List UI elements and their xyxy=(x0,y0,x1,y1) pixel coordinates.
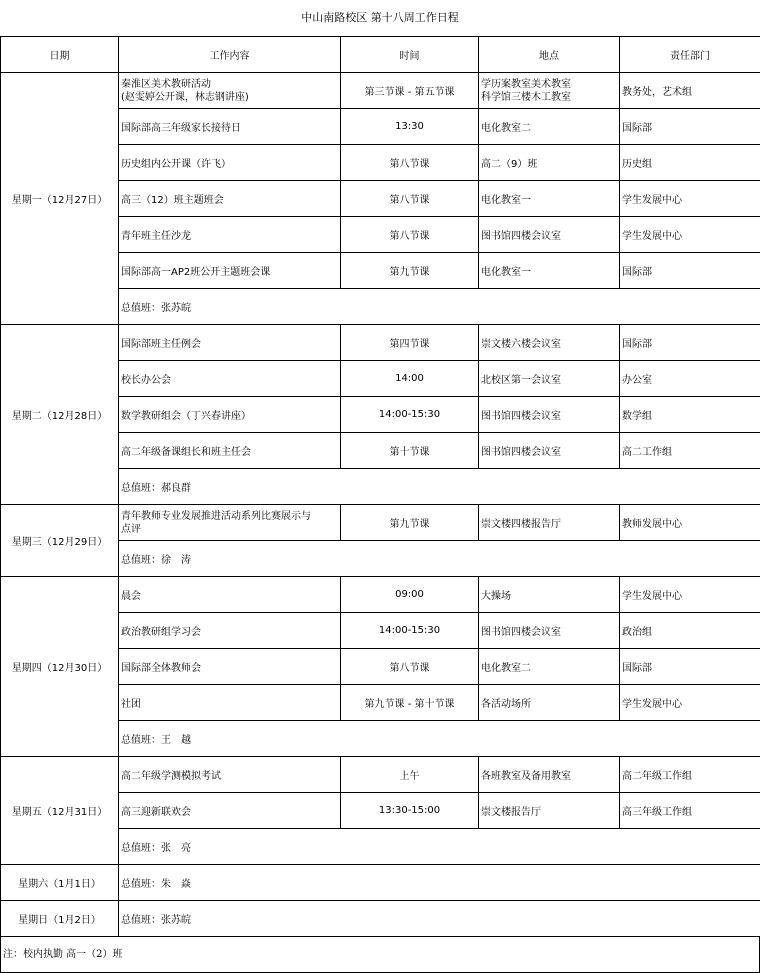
work-content: 政治教研组学习会 xyxy=(119,613,341,649)
work-content: 国际部全体教师会 xyxy=(119,649,341,685)
footnote: 注：校内执勤 高一（2）班 xyxy=(0,937,760,973)
day-label: 星期日（1月2日） xyxy=(1,901,119,937)
work-place: 电化教室二 xyxy=(479,649,620,685)
duty-row xyxy=(1,901,760,937)
work-place: 图书馆四楼会议室 xyxy=(479,397,620,433)
work-time: 第四节课 xyxy=(341,325,479,361)
work-place: 北校区第一会议室 xyxy=(479,361,620,397)
work-dept: 国际部 xyxy=(620,649,760,685)
work-place: 电化教室一 xyxy=(479,181,620,217)
header-time: 时间 xyxy=(341,37,479,73)
table-row xyxy=(1,757,760,793)
duty-officer: 总值班：张苏皖 xyxy=(119,901,760,937)
schedule-body xyxy=(1,73,760,937)
work-time: 13:30 xyxy=(341,109,479,145)
work-content: 国际部高一AP2班公开主题班会课 xyxy=(119,253,341,289)
work-dept: 国际部 xyxy=(620,253,760,289)
work-content: 高三迎新联欢会 xyxy=(119,793,341,829)
work-dept: 数学组 xyxy=(620,397,760,433)
work-place: 图书馆四楼会议室 xyxy=(479,217,620,253)
work-time: 上午 xyxy=(341,757,479,793)
work-place: 各班教室及备用教室 xyxy=(479,757,620,793)
work-content: 国际部班主任例会 xyxy=(119,325,341,361)
work-place: 电化教室一 xyxy=(479,253,620,289)
header-dept: 责任部门 xyxy=(620,37,760,73)
page-title: 中山南路校区 第十八周工作日程 xyxy=(0,0,760,36)
work-content: 青年班主任沙龙 xyxy=(119,217,341,253)
table-row xyxy=(1,577,760,613)
work-dept: 高三年级工作组 xyxy=(620,793,760,829)
work-dept: 学生发展中心 xyxy=(620,217,760,253)
header-row xyxy=(1,37,760,73)
day-label: 星期三（12月29日） xyxy=(1,505,119,577)
work-place: 崇文楼报告厅 xyxy=(479,793,620,829)
header-content: 工作内容 xyxy=(119,37,341,73)
work-dept: 国际部 xyxy=(620,325,760,361)
work-time: 第九节课 xyxy=(341,253,479,289)
work-content: 高二年级备课组长和班主任会 xyxy=(119,433,341,469)
table-row xyxy=(1,505,760,541)
work-dept: 学生发展中心 xyxy=(620,181,760,217)
work-dept: 政治组 xyxy=(620,613,760,649)
table-row xyxy=(1,325,760,361)
work-content: 国际部高三年级家长接待日 xyxy=(119,109,341,145)
work-time: 14:00-15:30 xyxy=(341,397,479,433)
work-dept: 高二工作组 xyxy=(620,433,760,469)
work-place: 图书馆四楼会议室 xyxy=(479,433,620,469)
work-content: 数学教研组会（丁兴春讲座） xyxy=(119,397,341,433)
work-place: 学历案教室美术教室 科学馆三楼木工教室 xyxy=(479,73,620,109)
duty-officer: 总值班：王 越 xyxy=(119,721,760,757)
work-time: 13:30-15:00 xyxy=(341,793,479,829)
work-place: 各活动场所 xyxy=(479,685,620,721)
work-content: 社团 xyxy=(119,685,341,721)
work-place: 崇文楼四楼报告厅 xyxy=(479,505,620,541)
work-content: 秦淮区美术教研活动 (赵雯婷公开课，林志钢讲座) xyxy=(119,73,341,109)
day-label: 星期一（12月27日） xyxy=(1,73,119,325)
duty-row xyxy=(1,865,760,901)
work-time: 第八节课 xyxy=(341,217,479,253)
work-content: 青年教师专业发展推进活动系列比赛展示与 点评 xyxy=(119,505,341,541)
header-date: 日期 xyxy=(1,37,119,73)
work-dept: 学生发展中心 xyxy=(620,577,760,613)
work-place: 电化教室二 xyxy=(479,109,620,145)
work-dept: 教师发展中心 xyxy=(620,505,760,541)
work-place: 高二（9）班 xyxy=(479,145,620,181)
duty-officer: 总值班：徐 涛 xyxy=(119,541,760,577)
work-dept: 教务处，艺术组 xyxy=(620,73,760,109)
header-place: 地点 xyxy=(479,37,620,73)
work-dept: 高二年级工作组 xyxy=(620,757,760,793)
work-place: 图书馆四楼会议室 xyxy=(479,613,620,649)
work-time: 14:00-15:30 xyxy=(341,613,479,649)
work-content: 高三（12）班主题班会 xyxy=(119,181,341,217)
work-dept: 学生发展中心 xyxy=(620,685,760,721)
duty-officer: 总值班：郝良群 xyxy=(119,469,760,505)
duty-officer: 总值班：张苏皖 xyxy=(119,289,760,325)
day-label: 星期五（12月31日） xyxy=(1,757,119,865)
work-time: 第九节课 xyxy=(341,505,479,541)
work-time: 09:00 xyxy=(341,577,479,613)
work-time: 第八节课 xyxy=(341,145,479,181)
work-time: 第八节课 xyxy=(341,649,479,685)
work-dept: 历史组 xyxy=(620,145,760,181)
work-content: 高二年级学测模拟考试 xyxy=(119,757,341,793)
work-dept: 办公室 xyxy=(620,361,760,397)
day-label: 星期四（12月30日） xyxy=(1,577,119,757)
work-content: 历史组内公开课（许飞） xyxy=(119,145,341,181)
work-time: 第八节课 xyxy=(341,181,479,217)
work-time: 第九节课 - 第十节课 xyxy=(341,685,479,721)
duty-officer: 总值班：张 亮 xyxy=(119,829,760,865)
table-row xyxy=(1,73,760,109)
work-content: 晨会 xyxy=(119,577,341,613)
duty-officer: 总值班：朱 焱 xyxy=(119,865,760,901)
work-place: 崇文楼六楼会议室 xyxy=(479,325,620,361)
work-time: 第十节课 xyxy=(341,433,479,469)
day-label: 星期六（1月1日） xyxy=(1,865,119,901)
work-dept: 国际部 xyxy=(620,109,760,145)
work-content: 校长办公会 xyxy=(119,361,341,397)
schedule-table xyxy=(0,36,760,937)
work-time: 第三节课 - 第五节课 xyxy=(341,73,479,109)
work-time: 14:00 xyxy=(341,361,479,397)
work-place: 大操场 xyxy=(479,577,620,613)
day-label: 星期二（12月28日） xyxy=(1,325,119,505)
